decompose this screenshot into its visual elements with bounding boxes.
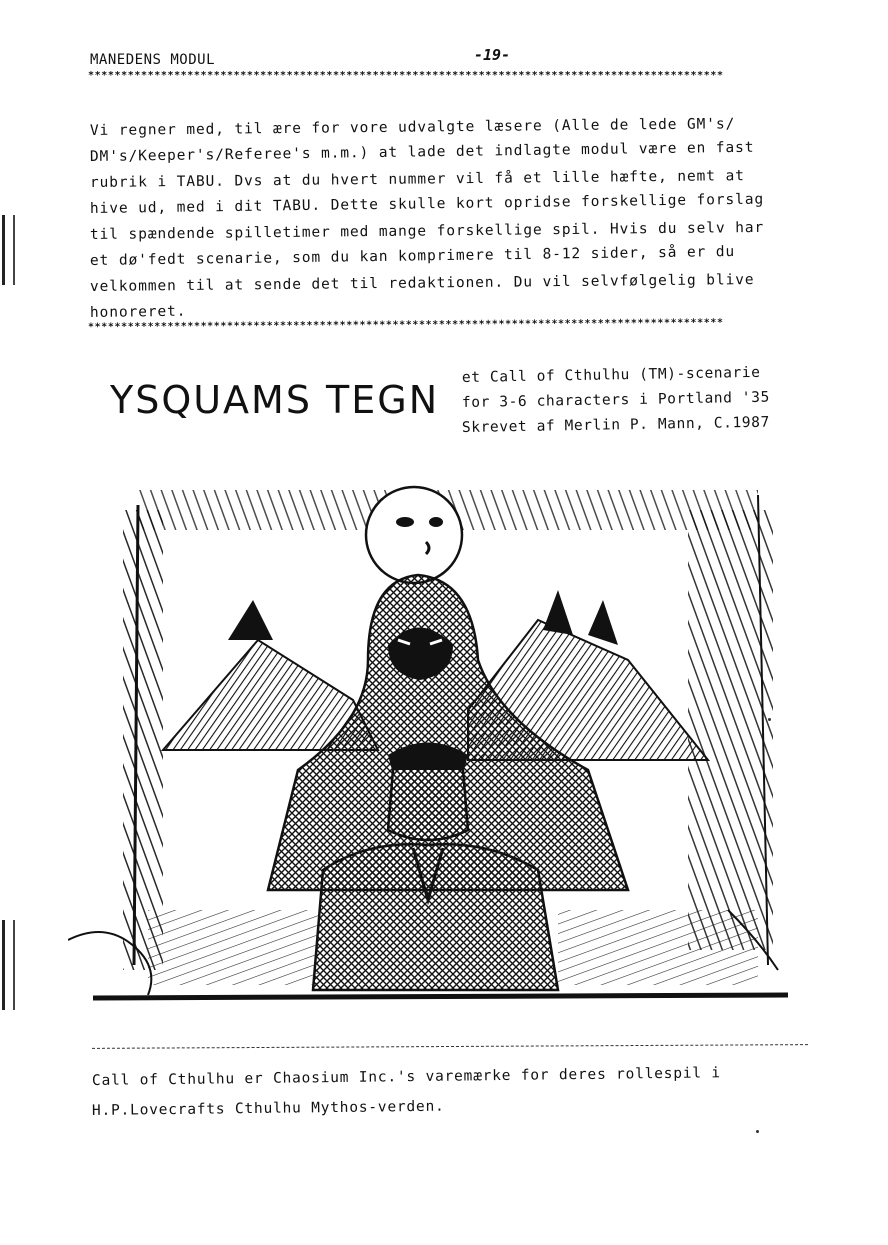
footnote-line: Call of Cthulhu er Chaosium Inc.'s varemærke for deres rollespil i [91, 1065, 722, 1089]
binding-mark-top [0, 205, 14, 295]
scenario-credits [462, 366, 770, 441]
intro-line: DM's/Keeper's/Referee's m.m.) at lade det indlagte modul være en fast [89, 139, 755, 165]
trademark-footnote [92, 1066, 721, 1126]
section-label: MANEDENS MODUL [90, 52, 216, 68]
intro-line: honoreret. [89, 303, 187, 321]
footnote-divider [92, 1044, 808, 1049]
asterisk-divider-top: ************************************************************************************************ [88, 70, 724, 81]
intro-line: hive ud, med i dit TABU. Dette skulle kort opridse forskellige forslag [89, 191, 765, 217]
scenario-title: YSQUAMS TEGN [110, 378, 440, 422]
footnote-line: H.P.Lovecrafts Cthulhu Mythos-verden. [91, 1098, 445, 1119]
intro-line: velkommen til at sende det til redaktionen. Du vil selvfølgelig blive [89, 272, 755, 295]
cthulhu-illustration [68, 470, 788, 1015]
page-number: -19- [474, 46, 511, 64]
binding-mark-bottom [0, 910, 14, 1020]
asterisk-divider-middle: ************************************************************************************************ [87, 317, 724, 333]
moon-icon [366, 487, 462, 583]
credit-line: et Call of Cthulhu (TM)-scenarie [461, 364, 761, 386]
illustration-baseline [93, 995, 788, 998]
intro-line: et dø'fedt scenarie, som du kan komprimere til 8-12 sider, så er du [89, 243, 736, 269]
intro-line: Vi regner med, til ære for vore udvalgte læsere (Alle de lede GM's/ [89, 116, 736, 139]
credit-line: Skrevet af Merlin P. Mann, C.1987 [461, 414, 770, 436]
intro-line: rubrik i TABU. Dvs at du hvert nummer vil få et lille hæfte, nemt at [89, 168, 745, 191]
credit-line: for 3-6 characters i Portland '35 [461, 389, 770, 411]
intro-paragraph [90, 118, 820, 326]
intro-line: til spændende spilletimer med mange forskellige spil. Hvis du selv har [89, 219, 765, 243]
dust-speck [768, 718, 771, 721]
dust-speck [756, 1130, 759, 1133]
